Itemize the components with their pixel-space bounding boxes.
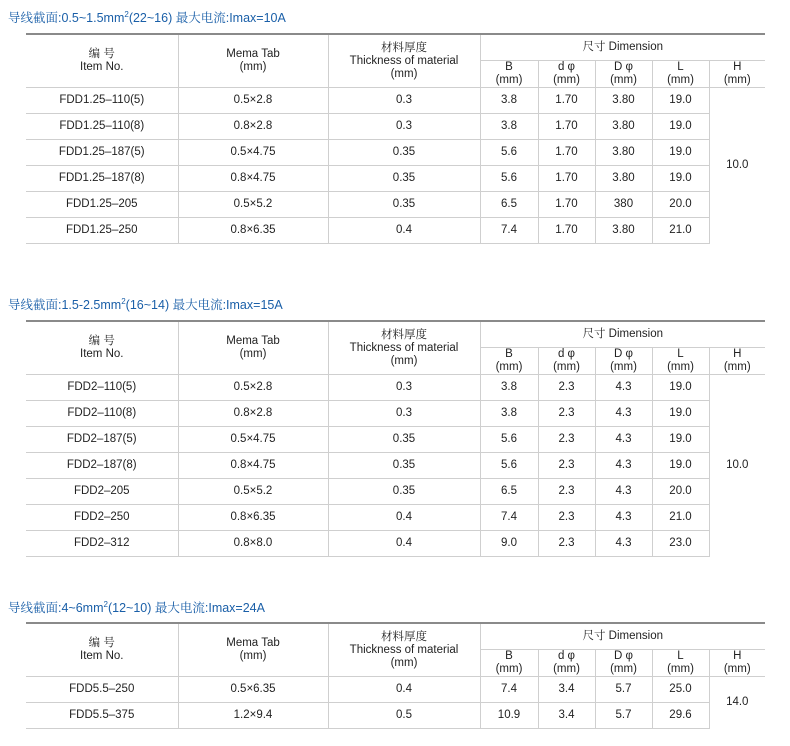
header-col-d xyxy=(538,650,595,677)
header-thickness-unit: (mm) xyxy=(390,656,418,669)
cell-d: 3.4 xyxy=(538,703,595,729)
header-col-dd xyxy=(595,348,652,375)
cell-thick: 0.35 xyxy=(328,427,480,453)
header-col-label: L xyxy=(677,348,684,360)
cell-thick: 0.4 xyxy=(328,505,480,531)
cell-tab: 0.5×4.75 xyxy=(178,140,328,166)
cell-dd: 4.3 xyxy=(595,453,652,479)
header-col-label: D φ xyxy=(614,650,633,662)
cell-dd: 380 xyxy=(595,192,652,218)
cell-tab: 0.5×2.8 xyxy=(178,375,328,401)
header-tab-en: Mema Tab xyxy=(226,637,280,649)
header-item-no xyxy=(26,34,178,88)
cell-l: 19.0 xyxy=(652,427,709,453)
cell-l: 20.0 xyxy=(652,192,709,218)
header-col-label: L xyxy=(677,61,684,73)
cell-b: 5.6 xyxy=(480,453,538,479)
cell-h: 10.0 xyxy=(709,375,765,557)
table-row xyxy=(26,218,765,244)
header-item-no-cn: 编 号 xyxy=(88,637,115,649)
title-text: 导线截面:4~6mm xyxy=(8,601,104,615)
header-col-label: H xyxy=(733,650,742,662)
cell-l: 19.0 xyxy=(652,166,709,192)
cell-tab: 0.5×4.75 xyxy=(178,427,328,453)
cell-item: FDD1.25–187(5) xyxy=(26,140,178,166)
title-current: (16~14) 最大电流:Imax=15A xyxy=(125,298,283,312)
cell-item: FDD2–187(8) xyxy=(26,453,178,479)
spec-table xyxy=(26,622,765,729)
header-item-no-cn: 编 号 xyxy=(88,335,115,347)
header-col-b xyxy=(480,61,538,88)
cell-l: 19.0 xyxy=(652,140,709,166)
header-col-unit: (mm) xyxy=(667,361,694,373)
cell-d: 1.70 xyxy=(538,192,595,218)
spec-table xyxy=(26,33,765,244)
header-tab-en: Mema Tab xyxy=(226,48,280,60)
cell-tab: 0.8×2.8 xyxy=(178,401,328,427)
header-col-unit: (mm) xyxy=(667,74,694,86)
cell-dd: 4.3 xyxy=(595,479,652,505)
cell-tab: 0.5×5.2 xyxy=(178,479,328,505)
header-col-label: D φ xyxy=(614,61,633,73)
cell-item: FDD2–110(5) xyxy=(26,375,178,401)
cell-b: 10.9 xyxy=(480,703,538,729)
header-thickness-cn: 材料厚度 xyxy=(381,630,427,643)
cell-d: 2.3 xyxy=(538,453,595,479)
cell-tab: 0.8×6.35 xyxy=(178,218,328,244)
table-row xyxy=(26,479,765,505)
header-thickness-unit: (mm) xyxy=(390,67,418,80)
cell-thick: 0.35 xyxy=(328,479,480,505)
header-thickness-en: Thickness of material xyxy=(349,54,459,67)
header-col-unit: (mm) xyxy=(610,663,637,675)
cell-item: FDD1.25–110(5) xyxy=(26,88,178,114)
header-col-label: B xyxy=(505,61,513,73)
header-col-unit: (mm) xyxy=(495,74,523,86)
cell-thick: 0.35 xyxy=(328,192,480,218)
cell-dd: 3.80 xyxy=(595,114,652,140)
table-row xyxy=(26,531,765,557)
title-current: (12~10) 最大电流:Imax=24A xyxy=(107,601,265,615)
header-col-label: D φ xyxy=(614,348,633,360)
section-title xyxy=(8,295,283,313)
header-col-d xyxy=(538,61,595,88)
cell-tab: 0.8×4.75 xyxy=(178,166,328,192)
cell-tab: 0.8×2.8 xyxy=(178,114,328,140)
cell-b: 3.8 xyxy=(480,114,538,140)
cell-thick: 0.3 xyxy=(328,401,480,427)
header-col-unit: (mm) xyxy=(723,74,751,86)
cell-l: 19.0 xyxy=(652,453,709,479)
table-row xyxy=(26,166,765,192)
header-item-no-en: Item No. xyxy=(80,650,124,662)
header-thickness-unit: (mm) xyxy=(390,354,418,367)
spec-table xyxy=(26,320,765,557)
cell-tab: 1.2×9.4 xyxy=(178,703,328,729)
header-dimension: 尺寸 Dimension xyxy=(480,321,765,348)
header-thickness-en: Thickness of material xyxy=(349,643,459,656)
header-col-h xyxy=(709,650,765,677)
cell-thick: 0.35 xyxy=(328,140,480,166)
table-row xyxy=(26,140,765,166)
header-thickness-en: Thickness of material xyxy=(349,341,459,354)
cell-dd: 5.7 xyxy=(595,677,652,703)
cell-item: FDD1.25–187(8) xyxy=(26,166,178,192)
table-row xyxy=(26,375,765,401)
cell-d: 2.3 xyxy=(538,479,595,505)
table-row xyxy=(26,427,765,453)
header-tab-unit: (mm) xyxy=(239,348,267,360)
cell-b: 3.8 xyxy=(480,401,538,427)
cell-d: 1.70 xyxy=(538,166,595,192)
header-item-no-cn: 编 号 xyxy=(88,48,115,60)
cell-d: 1.70 xyxy=(538,114,595,140)
header-item-no xyxy=(26,623,178,677)
cell-h: 10.0 xyxy=(709,88,765,244)
cell-dd: 3.80 xyxy=(595,140,652,166)
cell-thick: 0.35 xyxy=(328,453,480,479)
cell-dd: 4.3 xyxy=(595,427,652,453)
cell-tab: 0.5×2.8 xyxy=(178,88,328,114)
header-col-label: H xyxy=(733,61,742,73)
header-col-l xyxy=(652,61,709,88)
table-row xyxy=(26,401,765,427)
cell-tab: 0.8×8.0 xyxy=(178,531,328,557)
cell-thick: 0.3 xyxy=(328,88,480,114)
cell-item: FDD2–187(5) xyxy=(26,427,178,453)
title-superscript: 2 xyxy=(103,599,108,609)
cell-l: 19.0 xyxy=(652,375,709,401)
header-col-unit: (mm) xyxy=(610,361,637,373)
cell-item: FDD1.25–250 xyxy=(26,218,178,244)
cell-dd: 4.3 xyxy=(595,505,652,531)
cell-b: 5.6 xyxy=(480,166,538,192)
header-col-label: B xyxy=(505,650,513,662)
header-tab xyxy=(178,34,328,88)
header-col-dd xyxy=(595,61,652,88)
header-dimension: 尺寸 Dimension xyxy=(480,623,765,650)
cell-item: FDD5.5–375 xyxy=(26,703,178,729)
header-dimension: 尺寸 Dimension xyxy=(480,34,765,61)
cell-l: 20.0 xyxy=(652,479,709,505)
cell-d: 1.70 xyxy=(538,88,595,114)
header-col-unit: (mm) xyxy=(495,361,523,373)
cell-item: FDD1.25–110(8) xyxy=(26,114,178,140)
cell-l: 21.0 xyxy=(652,218,709,244)
cell-b: 5.6 xyxy=(480,427,538,453)
cell-tab: 0.5×6.35 xyxy=(178,677,328,703)
cell-b: 7.4 xyxy=(480,505,538,531)
cell-b: 3.8 xyxy=(480,375,538,401)
header-thickness xyxy=(328,34,480,88)
cell-dd: 4.3 xyxy=(595,401,652,427)
header-col-h xyxy=(709,61,765,88)
cell-d: 2.3 xyxy=(538,427,595,453)
cell-d: 1.70 xyxy=(538,218,595,244)
header-col-b xyxy=(480,650,538,677)
section-title xyxy=(8,598,265,616)
cell-thick: 0.4 xyxy=(328,531,480,557)
header-col-label: B xyxy=(505,348,513,360)
header-col-unit: (mm) xyxy=(667,663,694,675)
header-item-no-en: Item No. xyxy=(80,61,124,73)
cell-h: 14.0 xyxy=(709,677,765,729)
cell-d: 2.3 xyxy=(538,375,595,401)
cell-dd: 5.7 xyxy=(595,703,652,729)
header-item-no-en: Item No. xyxy=(80,348,124,360)
header-tab xyxy=(178,321,328,375)
section-title xyxy=(8,8,286,26)
title-superscript: 2 xyxy=(121,296,126,306)
cell-thick: 0.5 xyxy=(328,703,480,729)
cell-b: 5.6 xyxy=(480,140,538,166)
cell-thick: 0.3 xyxy=(328,114,480,140)
header-col-l xyxy=(652,650,709,677)
header-col-unit: (mm) xyxy=(553,663,580,675)
cell-b: 9.0 xyxy=(480,531,538,557)
table-row xyxy=(26,677,765,703)
cell-b: 3.8 xyxy=(480,88,538,114)
header-col-label: H xyxy=(733,348,742,360)
cell-l: 19.0 xyxy=(652,88,709,114)
cell-tab: 0.8×4.75 xyxy=(178,453,328,479)
cell-thick: 0.35 xyxy=(328,166,480,192)
header-thickness-cn: 材料厚度 xyxy=(381,41,427,54)
cell-dd: 3.80 xyxy=(595,88,652,114)
cell-b: 6.5 xyxy=(480,479,538,505)
cell-l: 23.0 xyxy=(652,531,709,557)
cell-tab: 0.8×6.35 xyxy=(178,505,328,531)
header-thickness-cn: 材料厚度 xyxy=(381,328,427,341)
title-superscript: 2 xyxy=(124,9,129,19)
table-row xyxy=(26,703,765,729)
cell-item: FDD2–110(8) xyxy=(26,401,178,427)
cell-l: 19.0 xyxy=(652,401,709,427)
cell-l: 25.0 xyxy=(652,677,709,703)
table-row xyxy=(26,114,765,140)
title-text: 导线截面:0.5~1.5mm xyxy=(8,11,125,25)
table-row xyxy=(26,453,765,479)
title-text: 导线截面:1.5-2.5mm xyxy=(8,298,122,312)
header-col-label: d φ xyxy=(557,348,576,360)
cell-item: FDD1.25–205 xyxy=(26,192,178,218)
header-tab-unit: (mm) xyxy=(239,61,267,73)
cell-item: FDD2–312 xyxy=(26,531,178,557)
header-tab xyxy=(178,623,328,677)
header-thickness xyxy=(328,623,480,677)
cell-d: 2.3 xyxy=(538,401,595,427)
cell-d: 1.70 xyxy=(538,140,595,166)
cell-dd: 4.3 xyxy=(595,375,652,401)
cell-item: FDD2–205 xyxy=(26,479,178,505)
cell-d: 3.4 xyxy=(538,677,595,703)
cell-dd: 4.3 xyxy=(595,531,652,557)
header-col-l xyxy=(652,348,709,375)
header-thickness xyxy=(328,321,480,375)
header-tab-unit: (mm) xyxy=(239,650,267,662)
cell-thick: 0.3 xyxy=(328,375,480,401)
cell-d: 2.3 xyxy=(538,505,595,531)
header-col-label: d φ xyxy=(557,61,576,73)
header-col-unit: (mm) xyxy=(553,361,580,373)
cell-b: 6.5 xyxy=(480,192,538,218)
cell-l: 21.0 xyxy=(652,505,709,531)
cell-d: 2.3 xyxy=(538,531,595,557)
header-col-unit: (mm) xyxy=(610,74,637,86)
cell-item: FDD2–250 xyxy=(26,505,178,531)
cell-thick: 0.4 xyxy=(328,218,480,244)
cell-thick: 0.4 xyxy=(328,677,480,703)
header-tab-en: Mema Tab xyxy=(226,335,280,347)
table-row xyxy=(26,505,765,531)
cell-dd: 3.80 xyxy=(595,166,652,192)
cell-b: 7.4 xyxy=(480,677,538,703)
cell-dd: 3.80 xyxy=(595,218,652,244)
header-col-label: L xyxy=(677,650,684,662)
header-col-unit: (mm) xyxy=(553,74,580,86)
cell-b: 7.4 xyxy=(480,218,538,244)
header-col-dd xyxy=(595,650,652,677)
table-row xyxy=(26,88,765,114)
table-row xyxy=(26,192,765,218)
header-col-unit: (mm) xyxy=(495,663,523,675)
cell-tab: 0.5×5.2 xyxy=(178,192,328,218)
header-col-d xyxy=(538,348,595,375)
header-col-unit: (mm) xyxy=(723,361,751,373)
header-col-label: d φ xyxy=(557,650,576,662)
header-col-b xyxy=(480,348,538,375)
header-item-no xyxy=(26,321,178,375)
cell-l: 29.6 xyxy=(652,703,709,729)
header-col-h xyxy=(709,348,765,375)
cell-item: FDD5.5–250 xyxy=(26,677,178,703)
title-current: (22~16) 最大电流:Imax=10A xyxy=(128,11,286,25)
header-col-unit: (mm) xyxy=(723,663,751,675)
cell-l: 19.0 xyxy=(652,114,709,140)
